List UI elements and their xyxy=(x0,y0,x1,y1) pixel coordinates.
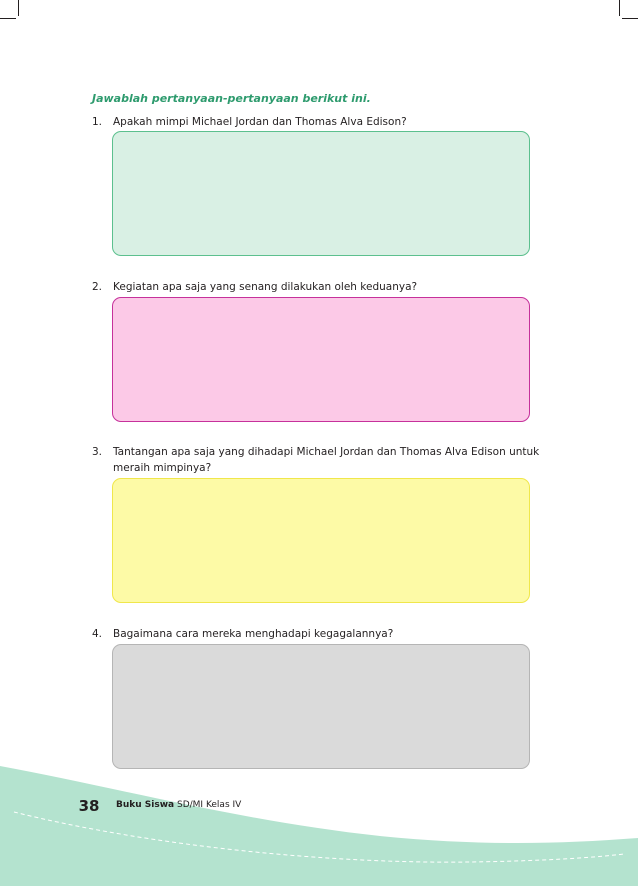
question-4 xyxy=(92,626,542,642)
question-2 xyxy=(92,279,542,295)
answer-box-4[interactable] xyxy=(112,644,530,769)
book-subtitle: SD/MI Kelas IV xyxy=(176,800,242,810)
question-text: Tantangan apa saja yang dihadapi Michael Jordan dan Thomas Alva Edison untuk meraih mimpinya? xyxy=(113,446,540,474)
question-text: Apakah mimpi Michael Jordan dan Thomas Alva Edison? xyxy=(113,116,407,128)
question-1 xyxy=(92,114,542,130)
page-number: 38 xyxy=(78,797,100,815)
page-number-badge xyxy=(72,789,106,823)
crop-mark xyxy=(18,0,19,16)
instruction-heading: Jawablah pertanyaan-pertanyaan berikut ini. xyxy=(92,92,371,105)
crop-mark xyxy=(0,18,16,19)
question-number: 2. xyxy=(92,281,103,293)
book-title: Buku Siswa xyxy=(116,800,175,810)
crop-mark xyxy=(622,18,638,19)
question-number: 4. xyxy=(92,628,103,640)
answer-box-1[interactable] xyxy=(112,131,530,256)
footer-wave-fill xyxy=(0,766,638,886)
question-number: 1. xyxy=(92,116,103,128)
answer-box-2[interactable] xyxy=(112,297,530,422)
footer-wave xyxy=(0,766,638,886)
question-number: 3. xyxy=(92,446,103,458)
crop-mark xyxy=(619,0,620,16)
question-text: Kegiatan apa saja yang senang dilakukan oleh keduanya? xyxy=(113,281,418,293)
footer-book-title xyxy=(116,800,241,810)
answer-box-3[interactable] xyxy=(112,478,530,603)
question-3 xyxy=(92,444,542,476)
question-text: Bagaimana cara mereka menghadapi kegagalannya? xyxy=(113,628,394,640)
